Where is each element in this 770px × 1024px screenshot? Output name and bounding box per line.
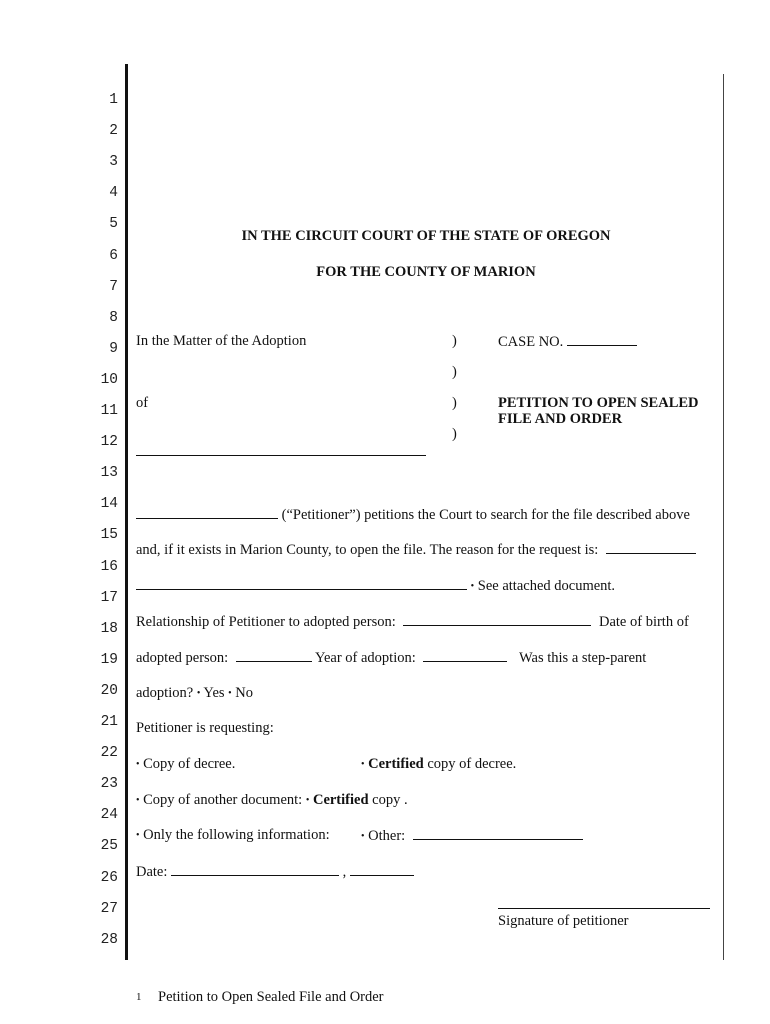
copy-label: copy . bbox=[372, 792, 408, 808]
date-line bbox=[136, 863, 414, 881]
signature-line[interactable] bbox=[498, 908, 710, 909]
copy-decree-label: Copy of decree. bbox=[143, 756, 236, 772]
line-number: 4 bbox=[109, 185, 118, 202]
dob-label: Date of birth of bbox=[599, 614, 689, 630]
reason-line bbox=[136, 541, 696, 559]
petitioner-text: (“Petitioner”) petitions the Court to search for the file described above bbox=[281, 507, 690, 523]
case-number bbox=[498, 333, 637, 351]
adopted-person-label: adopted person: bbox=[136, 650, 229, 666]
only-following-option[interactable] bbox=[136, 827, 330, 844]
yes-option[interactable]: Yes bbox=[203, 685, 225, 701]
certified-label: Certified bbox=[312, 792, 369, 808]
only-following-label: Only the following information: bbox=[143, 827, 330, 843]
copy-another-option[interactable] bbox=[136, 792, 306, 808]
other-field[interactable] bbox=[413, 827, 583, 840]
see-attached-option[interactable]: See attached document. bbox=[477, 578, 616, 594]
line-number: 17 bbox=[100, 589, 118, 606]
relationship-label: Relationship of Petitioner to adopted person: bbox=[136, 614, 396, 630]
certified-copy-option[interactable] bbox=[306, 792, 408, 808]
adopted-person-line bbox=[136, 649, 646, 667]
line-number: 9 bbox=[109, 340, 118, 357]
bullet-icon: • bbox=[136, 795, 140, 806]
no-option[interactable]: No bbox=[235, 685, 254, 701]
line-number: 15 bbox=[100, 527, 118, 544]
adoption-question: adoption? bbox=[136, 685, 194, 701]
bullet-icon: • bbox=[305, 795, 310, 806]
other-option bbox=[361, 827, 583, 845]
bullet-icon: • bbox=[228, 688, 232, 699]
adoptee-name-line[interactable] bbox=[136, 455, 426, 456]
reason-field[interactable] bbox=[606, 541, 696, 554]
line-number: 2 bbox=[109, 123, 118, 140]
line-number: 16 bbox=[100, 558, 118, 575]
line-number: 26 bbox=[100, 869, 118, 886]
dob-field[interactable] bbox=[236, 649, 312, 662]
petitioner-name-field[interactable] bbox=[136, 506, 278, 519]
caption-paren: ) bbox=[452, 426, 457, 442]
line-number: 13 bbox=[100, 465, 118, 482]
document-title-line2: FILE AND ORDER bbox=[498, 411, 623, 427]
case-no-field[interactable] bbox=[567, 333, 637, 346]
matter-text: In the Matter of the Adoption bbox=[136, 333, 307, 349]
year-label: Year of adoption: bbox=[314, 650, 416, 666]
footer-title: Petition to Open Sealed File and Order bbox=[158, 989, 384, 1005]
caption-paren: ) bbox=[452, 364, 457, 380]
bullet-icon: • bbox=[136, 759, 140, 770]
line-number: 23 bbox=[100, 776, 118, 793]
line-number: 5 bbox=[109, 216, 118, 233]
other-label: Other: bbox=[368, 828, 406, 844]
left-margin-rule bbox=[125, 64, 128, 960]
date-comma: , bbox=[342, 864, 347, 880]
caption-paren: ) bbox=[452, 395, 457, 411]
line-number: 6 bbox=[109, 247, 118, 264]
date-field[interactable] bbox=[171, 863, 339, 876]
certified-label: Certified bbox=[368, 756, 424, 772]
year-field[interactable] bbox=[423, 649, 507, 662]
line-number: 12 bbox=[100, 434, 118, 451]
line-number: 21 bbox=[100, 714, 118, 730]
line-number: 25 bbox=[100, 838, 118, 855]
line-number: 28 bbox=[100, 931, 118, 948]
line-number: 18 bbox=[100, 620, 118, 637]
requesting-label: Petitioner is requesting: bbox=[136, 720, 274, 736]
copy-another-label: Copy of another document: bbox=[143, 792, 303, 808]
reason-field-2[interactable] bbox=[136, 577, 467, 590]
caption-paren: ) bbox=[452, 333, 457, 349]
line-number: 14 bbox=[100, 496, 118, 513]
line-number: 11 bbox=[100, 403, 118, 419]
page-number: 1 bbox=[136, 991, 142, 1003]
line-number: 3 bbox=[109, 154, 118, 171]
relationship-line bbox=[136, 613, 689, 631]
date-label: Date: bbox=[136, 864, 168, 880]
right-margin-rule bbox=[723, 74, 724, 960]
petitioner-line bbox=[136, 506, 690, 524]
reason-text: and, if it exists in Marion County, to open the file. The reason for the request is: bbox=[136, 542, 599, 558]
copy-of-decree-label: copy of decree. bbox=[427, 756, 517, 772]
of-text: of bbox=[136, 395, 149, 411]
bullet-icon: • bbox=[470, 581, 475, 592]
bullet-icon: • bbox=[361, 759, 365, 770]
line-number: 22 bbox=[100, 745, 118, 762]
court-title: IN THE CIRCUIT COURT OF THE STATE OF OREGON bbox=[241, 228, 611, 244]
line-number: 7 bbox=[109, 278, 118, 295]
line-number: 10 bbox=[100, 371, 118, 388]
bullet-icon: • bbox=[196, 688, 201, 699]
line-number: 20 bbox=[100, 682, 118, 699]
bullet-icon: • bbox=[136, 830, 140, 841]
line-number: 1 bbox=[109, 92, 118, 108]
bullet-icon: • bbox=[361, 831, 365, 842]
case-no-label: CASE NO. bbox=[498, 334, 564, 350]
line-number: 19 bbox=[100, 651, 118, 668]
line-number: 8 bbox=[109, 309, 118, 326]
line-number: 24 bbox=[100, 807, 118, 824]
document-title bbox=[498, 395, 699, 427]
relationship-field[interactable] bbox=[403, 613, 591, 626]
signature-label: Signature of petitioner bbox=[498, 913, 629, 929]
adoption-question-line bbox=[136, 685, 253, 702]
step-parent-label: Was this a step-parent bbox=[519, 650, 647, 666]
certified-decree-option[interactable] bbox=[361, 756, 516, 773]
document-title-line1: PETITION TO OPEN SEALED bbox=[498, 395, 699, 411]
copy-decree-option[interactable] bbox=[136, 756, 235, 773]
year-date-field[interactable] bbox=[350, 863, 414, 876]
copy-another-line bbox=[136, 792, 408, 809]
county-title: FOR THE COUNTY OF MARION bbox=[316, 264, 536, 280]
reason-continuation-line bbox=[136, 577, 615, 595]
line-number: 27 bbox=[100, 900, 118, 917]
